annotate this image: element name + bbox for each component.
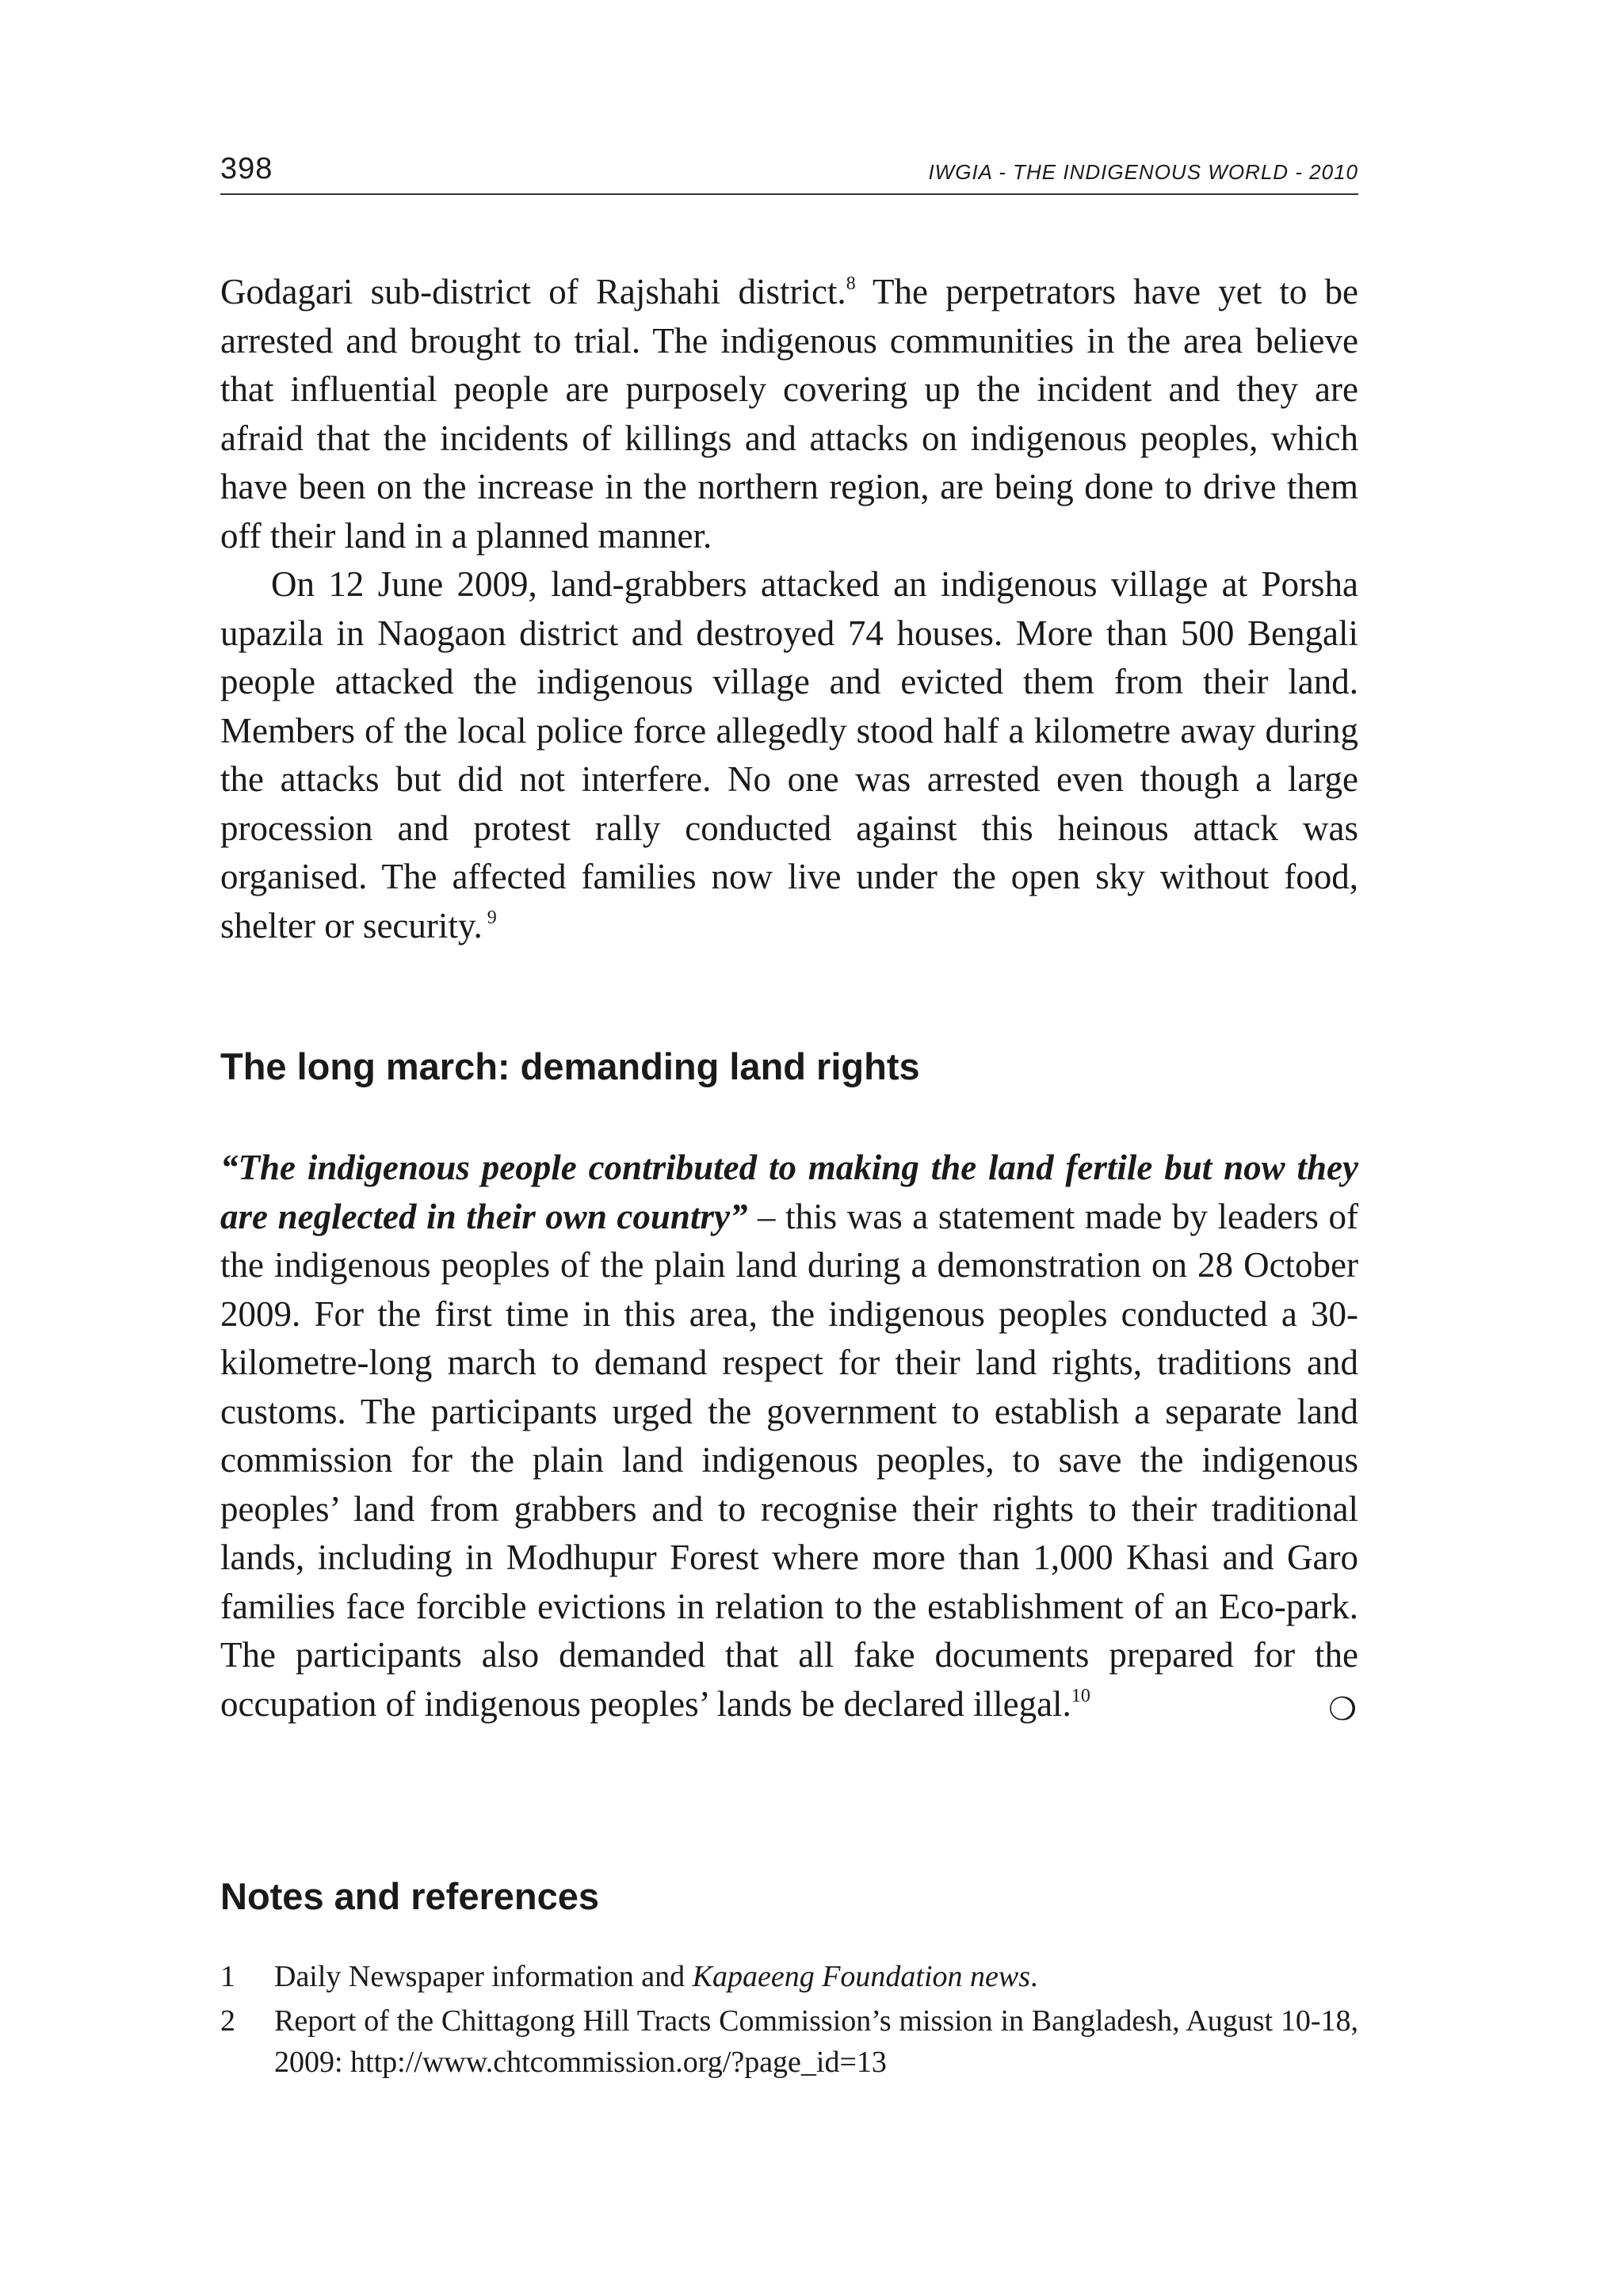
- note-item: [220, 2000, 1358, 2083]
- paragraph-1-text-b: The perpetrators have yet to be arrested and brought to trial. The indigenous communities in the area believe that influential people are purposely covering up the incident and they are afraid that the incidents of killings and attacks on indigenous peoples, which have been on the increase in the northern region, are being done to drive them off their land in a planned manner.: [220, 272, 1358, 556]
- body-text-long-march: [220, 1144, 1358, 1729]
- note-number: 1: [220, 1960, 235, 1993]
- section-heading-notes: Notes and references: [220, 1875, 600, 1917]
- paragraph-2: [220, 560, 1358, 950]
- footnote-ref-8: 8: [846, 273, 856, 294]
- paragraph-2-text: On 12 June 2009, land-grabbers attacked an indigenous village at Porsha upazila in Naogaon district and destroyed 74 houses. More than 500 Bengali people attacked the indigenous village and evicted them from their land. Members of the local police force allegedly stood half a kilometre away during the attacks but did not interfere. No one was arrested even though a large procession and protest rally conducted against this heinous attack was organised. The affected families now live under the open sky without food, shelter or security.: [220, 564, 1358, 946]
- note-1-text-b: .: [1030, 1960, 1038, 1993]
- body-text-top: [220, 268, 1358, 950]
- paragraph-1: [220, 268, 1358, 560]
- paragraph-3: [220, 1144, 1358, 1729]
- note-number: 2: [220, 2004, 235, 2038]
- note-1-text-a: Daily Newspaper information and: [274, 1960, 693, 1993]
- section-heading-long-march: The long march: demanding land rights: [220, 1045, 920, 1087]
- notes-list: [220, 1956, 1358, 2086]
- paragraph-1-text-a: Godagari sub-district of Rajshahi district.: [220, 272, 846, 311]
- note-text: [274, 1956, 1358, 1997]
- page-number: 398: [220, 152, 273, 185]
- note-text: Report of the Chittagong Hill Tracts Commission’s mission in Bangladesh, August 10-18, 2009: http://www.chtcommission.org/?page_id=13: [274, 2004, 1358, 2079]
- paragraph-3-text: – this was a statement made by leaders of the indigenous peoples of the plain land during a demonstration on 28 October 2009. For the first time in this area, the indigenous peoples conducted a 30-kilometre-long march to demand respect for their land rights, traditions and customs. The participants urged the government to establish a separate land commission for the plain land indigenous peoples, to save the indigenous peoples’ land from grabbers and to recognise their rights to their traditional lands, including in Modhupur Forest where more than 1,000 Khasi and Garo families face forcible evictions in relation to the establishment of an Eco-park. The participants also demanded that all fake documents prepared for the occupation of indigenous peoples’ lands be declared illegal.: [220, 1196, 1358, 1724]
- quote: “The indigenous people contributed to making the land fertile but now they are neglected in their own country”: [220, 1148, 1358, 1236]
- running-head: IWGIA - THE INDIGENOUS WORLD - 2010: [928, 160, 1358, 184]
- footnote-ref-9: 9: [482, 907, 497, 928]
- end-of-article-icon: ❍: [1328, 1691, 1357, 1728]
- note-1-italic: Kapaeeng Foundation news: [692, 1960, 1031, 1993]
- page-header: [220, 152, 1358, 195]
- footnote-ref-10: 10: [1071, 1685, 1090, 1706]
- note-item: [220, 1956, 1358, 1997]
